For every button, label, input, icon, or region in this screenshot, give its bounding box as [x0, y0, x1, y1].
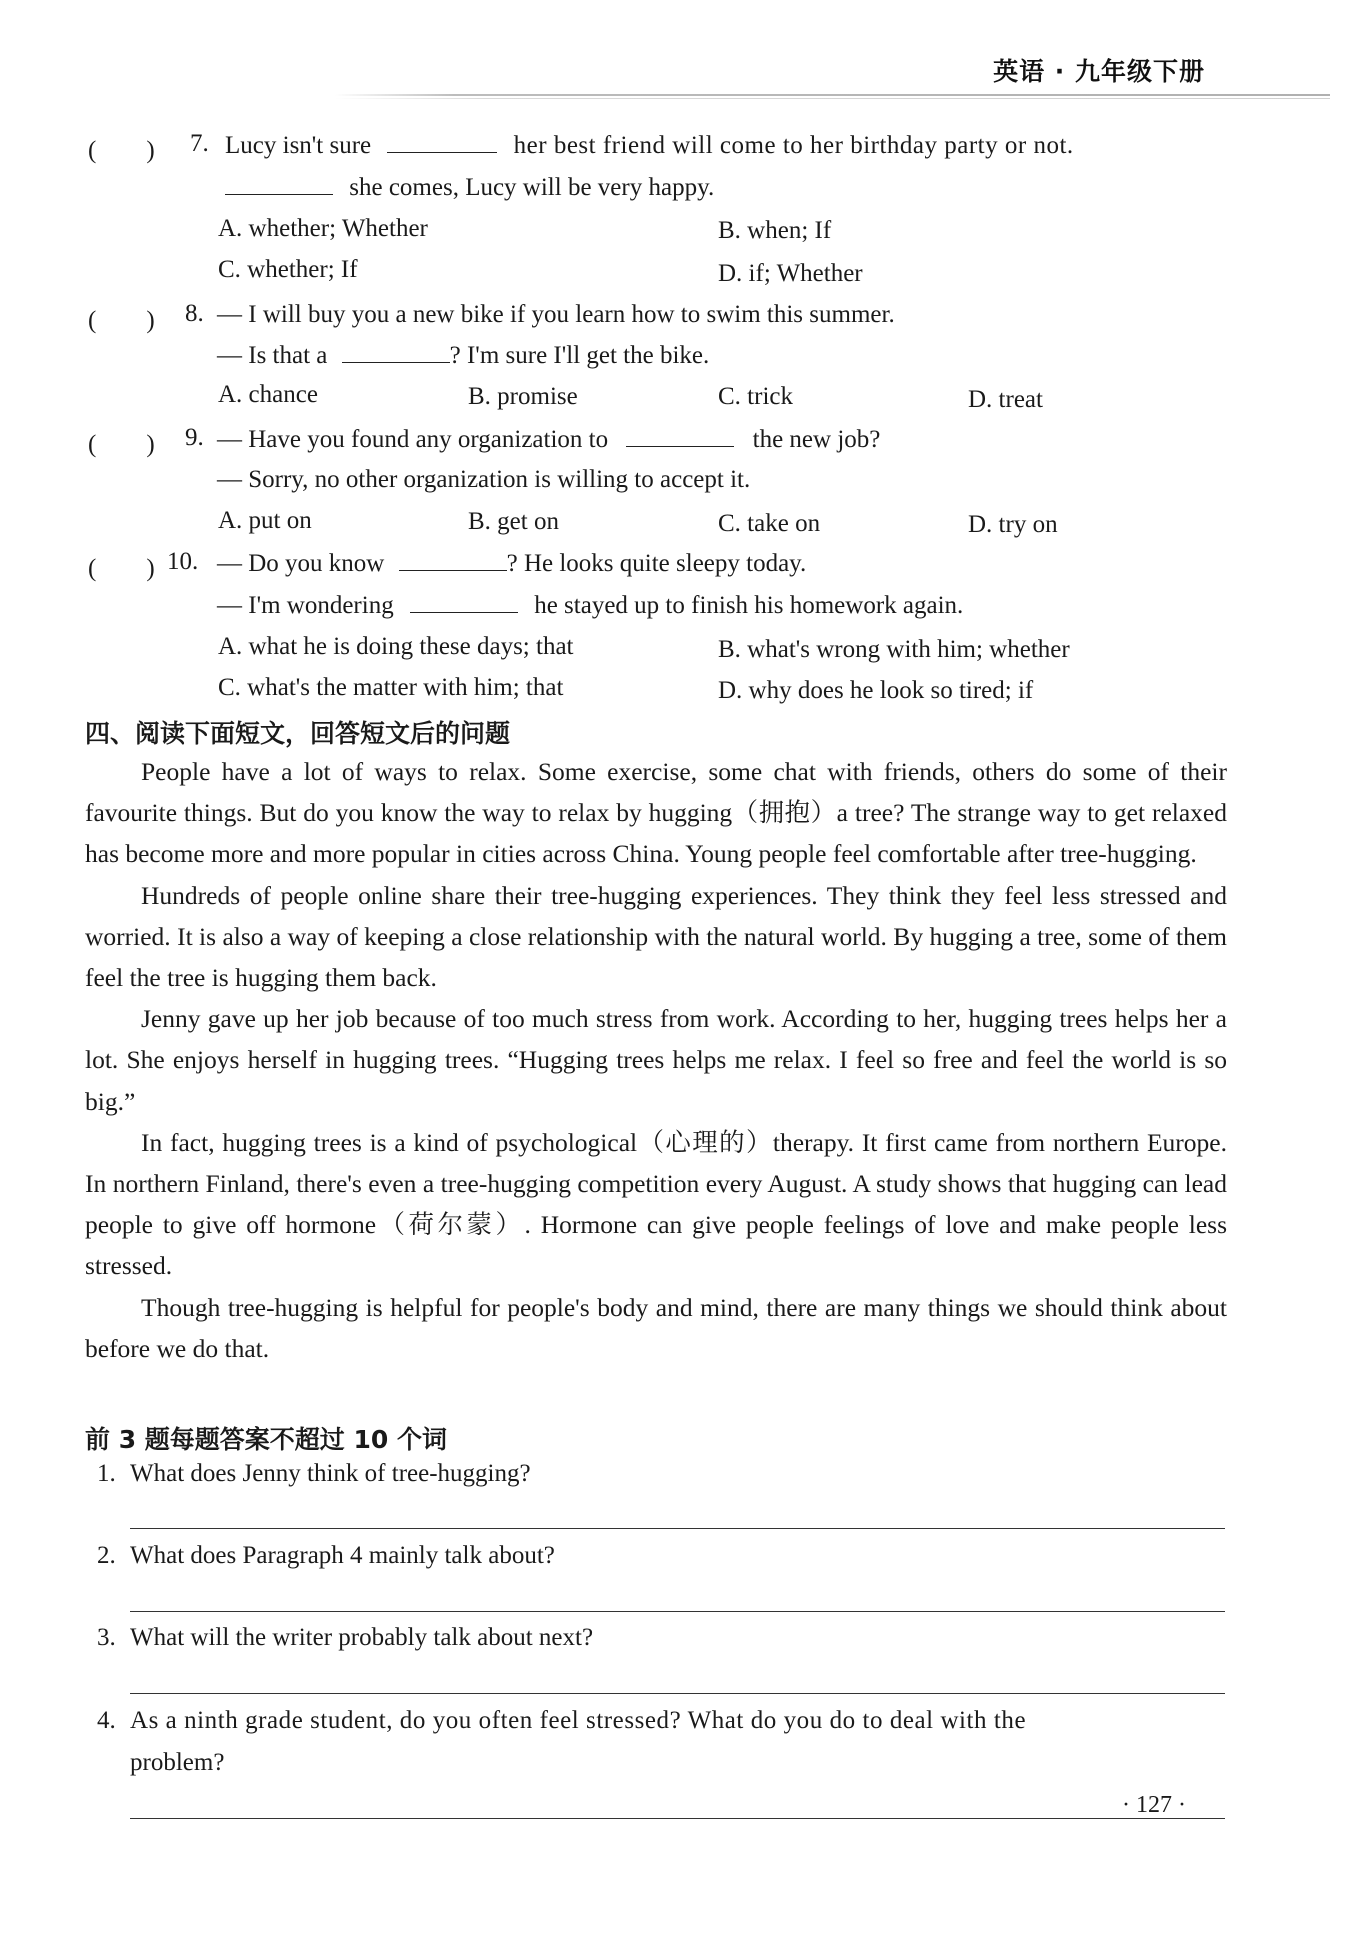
stem-text: she comes, Lucy will be very happy.: [349, 174, 715, 201]
reading-question-text: What does Paragraph 4 mainly talk about?: [130, 1542, 555, 1569]
reading-question-text-cont: problem?: [130, 1749, 225, 1776]
fill-blank[interactable]: [626, 424, 734, 447]
reading-question-number: 2.: [97, 1542, 116, 1569]
option-c: C. trick: [718, 383, 793, 410]
stem-text: ? I'm sure I'll get the bike.: [449, 342, 710, 369]
reading-passage: [85, 751, 1227, 1369]
reading-question-text: As a ninth grade student, do you often feel stressed? What do you do to deal with the: [130, 1707, 1027, 1734]
option-b: B. promise: [468, 383, 578, 410]
option-a: A. chance: [218, 381, 318, 408]
stem-text: he stayed up to finish his homework again.: [534, 592, 964, 619]
option-a: A. put on: [218, 507, 312, 534]
question-stem-line1: [217, 548, 806, 579]
fill-blank[interactable]: [410, 590, 518, 613]
stem-text: — I'm wondering: [217, 592, 394, 619]
question-stem-line1: [225, 130, 1074, 161]
stem-text: the new job?: [752, 426, 881, 453]
option-d: D. try on: [968, 511, 1058, 538]
passage-paragraph-3: Jenny gave up her job because of too much stress from work. According to her, hugging trees helps her a lot. She enjoys herself in hugging trees. “Hugging trees helps me relax. I feel so free and feel the world is so big.”: [85, 1004, 1227, 1116]
header-rule: [335, 94, 1330, 96]
passage-paragraph-2: Hundreds of people online share their tree-hugging experiences. They think they feel less stressed and worried. It is also a way of keeping a close relationship with the natural world. By hugging a tree, some of them feel the tree is hugging them back.: [85, 880, 1227, 993]
option-c: C. take on: [718, 510, 821, 537]
question-stem-line2: [217, 340, 709, 371]
passage-paragraph-4: In fact, hugging trees is a kind of psychological（心理的）therapy. It first came from northern Europe. In northern Finland, there's even a tree-hugging competition every August. A study shows that hugging can lead people to give off hormone（荷尔蒙）. Hormone can give people feelings of love and make people less stressed.: [85, 1127, 1227, 1281]
answer-bracket[interactable]: ( ): [88, 555, 155, 582]
answer-bracket[interactable]: ( ): [88, 307, 155, 334]
answer-line[interactable]: [130, 1693, 1225, 1694]
option-b: B. what's wrong with him; whether: [718, 636, 1070, 663]
page-header: [0, 0, 1350, 100]
answer-line[interactable]: [130, 1818, 1225, 1819]
fill-blank[interactable]: [225, 172, 333, 195]
passage-paragraph-5: Though tree-hugging is helpful for people's body and mind, there are many things we should think about before we do that.: [85, 1292, 1227, 1363]
answer-line[interactable]: [130, 1528, 1225, 1529]
stem-text: — Have you found any organization to: [217, 426, 609, 453]
section-heading: 四、阅读下面短文，回答短文后的问题: [85, 719, 511, 748]
book-title: 英语 · 九年级下册: [993, 57, 1205, 86]
reading-question-number: 3.: [97, 1624, 116, 1651]
question-number: 8.: [185, 300, 204, 327]
option-b: B. when; If: [718, 217, 832, 244]
answer-bracket[interactable]: ( ): [88, 431, 155, 458]
page-number: · 127 ·: [1122, 1792, 1186, 1818]
question-stem-line2: [225, 172, 714, 203]
reading-question-number: 4.: [97, 1707, 116, 1734]
question-number: 10.: [167, 548, 199, 575]
stem-text: — Is that a: [217, 342, 328, 369]
question-number: 9.: [185, 424, 204, 451]
stem-text: her best friend will come to her birthday party or not.: [513, 132, 1074, 159]
question-stem-line2: — Sorry, no other organization is willing to accept it.: [217, 466, 751, 493]
option-c: C. what's the matter with him; that: [218, 674, 564, 701]
option-d: D. if; Whether: [718, 260, 863, 287]
question-stem-line1: — I will buy you a new bike if you learn how to swim this summer.: [217, 301, 895, 328]
question-number: 7.: [190, 130, 209, 157]
answer-line[interactable]: [130, 1611, 1225, 1612]
header-rule-thin: [335, 98, 1330, 99]
fill-blank[interactable]: [387, 130, 497, 153]
reading-question-text: What does Jenny think of tree-hugging?: [130, 1460, 531, 1487]
answer-instruction: 前 3 题每题答案不超过 10 个词: [85, 1425, 448, 1454]
question-stem-line2: [217, 590, 963, 621]
option-d: D. why does he look so tired; if: [718, 677, 1034, 704]
question-stem-line1: [217, 424, 880, 455]
fill-blank[interactable]: [399, 548, 507, 571]
passage-paragraph-1: People have a lot of ways to relax. Some exercise, some chat with friends, others do some of their favourite things. But do you know the way to relax by hugging（拥抱）a tree? The strange way to get relaxed has become more and more popular in cities across China. Young people feel comfortable after tree-hugging.: [85, 757, 1227, 869]
option-c: C. whether; If: [218, 256, 358, 283]
reading-question-number: 1.: [97, 1460, 116, 1487]
option-d: D. treat: [968, 386, 1043, 413]
stem-text: ? He looks quite sleepy today.: [506, 550, 807, 577]
stem-text: Lucy isn't sure: [225, 132, 372, 159]
fill-blank[interactable]: [342, 340, 450, 363]
answer-bracket[interactable]: ( ): [88, 137, 155, 164]
option-b: B. get on: [468, 508, 559, 535]
reading-question-text: What will the writer probably talk about next?: [130, 1624, 594, 1651]
stem-text: — Do you know: [217, 550, 385, 577]
option-a: A. whether; Whether: [218, 215, 428, 242]
option-a: A. what he is doing these days; that: [218, 633, 574, 660]
